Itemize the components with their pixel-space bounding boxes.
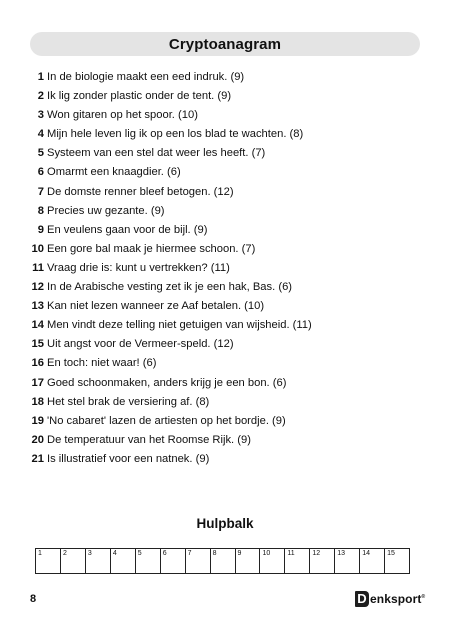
clue-item bbox=[30, 412, 430, 431]
clue-item bbox=[30, 183, 430, 202]
clue-text: Het stel brak de versiering af. (8) bbox=[47, 395, 210, 408]
logo-d-mark: D bbox=[355, 591, 369, 607]
clue-number: 14 bbox=[31, 319, 44, 332]
clue-text: Kan niet lezen wanneer ze Aaf betalen. (10) bbox=[47, 300, 265, 313]
clue-text: En veulens gaan voor de bijl. (9) bbox=[47, 223, 208, 236]
clue-text: Men vindt deze telling niet getuigen van wijsheid. (11) bbox=[47, 319, 312, 332]
hulpbalk-cell-number: 13 bbox=[337, 550, 346, 557]
clue-list bbox=[30, 68, 430, 469]
clue-number: 20 bbox=[31, 433, 44, 446]
clue-number: 8 bbox=[37, 204, 44, 217]
hulpbalk-cell[interactable] bbox=[111, 549, 136, 573]
clue-number: 18 bbox=[31, 395, 44, 408]
clue-item bbox=[30, 144, 430, 163]
clue-number: 1 bbox=[37, 71, 44, 83]
hulpbalk-title: Hulpbalk bbox=[196, 516, 254, 531]
page-number: 8 bbox=[30, 593, 37, 605]
clue-text: In de Arabische vesting zet ik je een hak, Bas. (6) bbox=[47, 281, 293, 294]
clue-item bbox=[30, 393, 430, 412]
hulpbalk-cell[interactable] bbox=[310, 549, 335, 573]
hulpbalk-cell[interactable] bbox=[186, 549, 211, 573]
clue-number: 15 bbox=[31, 338, 44, 351]
clue-item bbox=[30, 87, 430, 106]
logo-wordmark bbox=[370, 592, 425, 606]
clue-number: 4 bbox=[37, 128, 44, 141]
clue-text: De domste renner bleef betogen. (12) bbox=[47, 185, 234, 198]
hulpbalk-cell[interactable] bbox=[360, 549, 385, 573]
clue-number: 9 bbox=[37, 223, 44, 236]
page-title: Cryptoanagram bbox=[168, 35, 282, 53]
hulpbalk-cell-number: 3 bbox=[87, 550, 92, 557]
hulpbalk-cell-number: 8 bbox=[212, 550, 217, 557]
clue-text: Uit angst voor de Vermeer-speld. (12) bbox=[47, 338, 234, 351]
title-bar bbox=[30, 32, 420, 56]
clue-item bbox=[30, 316, 430, 335]
clue-item bbox=[30, 297, 430, 316]
hulpbalk-cell[interactable] bbox=[335, 549, 360, 573]
clue-number: 5 bbox=[37, 147, 44, 160]
clue-number: 17 bbox=[31, 376, 44, 389]
hulpbalk-cell[interactable] bbox=[211, 549, 236, 573]
clue-number: 3 bbox=[37, 109, 44, 122]
clue-text: 'No cabaret' lazen de artiesten op het bordje. (9) bbox=[47, 414, 286, 427]
hulpbalk-grid bbox=[35, 548, 410, 574]
clue-text: Won gitaren op het spoor. (10) bbox=[47, 109, 198, 122]
registered-mark: ® bbox=[421, 594, 426, 600]
hulpbalk-cell[interactable] bbox=[285, 549, 310, 573]
clue-text: Systeem van een stel dat weer les heeft. (7) bbox=[47, 147, 266, 160]
hulpbalk-cell-number: 14 bbox=[362, 550, 370, 557]
clue-item bbox=[30, 163, 430, 182]
clue-item bbox=[30, 68, 430, 87]
clue-number: 21 bbox=[31, 452, 44, 465]
hulpbalk-cell-number: 7 bbox=[187, 550, 192, 557]
clue-text: Een gore bal maak je hiermee schoon. (7) bbox=[47, 242, 256, 255]
clue-text: Goed schoonmaken, anders krijg je een bon. (6) bbox=[47, 376, 287, 389]
clue-item bbox=[30, 221, 430, 240]
hulpbalk-cell-number: 1 bbox=[38, 550, 42, 557]
hulpbalk-cell[interactable] bbox=[36, 549, 61, 573]
hulpbalk-cell-number: 9 bbox=[237, 550, 242, 557]
hulpbalk-cell[interactable] bbox=[161, 549, 186, 573]
hulpbalk-cell[interactable] bbox=[236, 549, 261, 573]
hulpbalk-cell-number: 5 bbox=[137, 550, 142, 557]
clue-item bbox=[30, 106, 430, 125]
clue-number: 13 bbox=[31, 300, 44, 313]
clue-item bbox=[30, 354, 430, 373]
clue-item bbox=[30, 335, 430, 354]
hulpbalk-cell[interactable] bbox=[385, 549, 409, 573]
clue-text: Is illustratief voor een natnek. (9) bbox=[47, 452, 210, 465]
clue-number: 19 bbox=[31, 414, 44, 427]
hulpbalk-cell[interactable] bbox=[260, 549, 285, 573]
hulpbalk-cell-number: 6 bbox=[162, 550, 167, 557]
clue-text: Vraag drie is: kunt u vertrekken? (11) bbox=[47, 261, 230, 274]
hulpbalk-cell-number: 4 bbox=[112, 550, 117, 557]
clue-text: In de biologie maakt een eed indruk. (9) bbox=[47, 71, 245, 83]
hulpbalk-cell[interactable] bbox=[86, 549, 111, 573]
hulpbalk-cell[interactable] bbox=[61, 549, 86, 573]
clue-number: 16 bbox=[31, 357, 44, 370]
hulpbalk-cell-number: 11 bbox=[287, 550, 295, 557]
clue-item bbox=[30, 450, 430, 469]
clue-item bbox=[30, 374, 430, 393]
clue-item bbox=[30, 125, 430, 144]
clue-text: Mijn hele leven lig ik op een los blad te wachten. (8) bbox=[47, 128, 304, 141]
logo-text: enksport bbox=[370, 592, 422, 606]
clue-number: 11 bbox=[32, 261, 44, 274]
clue-number: 7 bbox=[37, 185, 44, 198]
clue-number: 2 bbox=[37, 90, 44, 103]
clue-text: Omarmt een knaagdier. (6) bbox=[47, 166, 181, 179]
clue-item bbox=[30, 202, 430, 221]
clue-item bbox=[30, 259, 430, 278]
clue-item bbox=[30, 278, 430, 297]
clue-text: Ik lig zonder plastic onder de tent. (9) bbox=[47, 90, 232, 103]
clue-item bbox=[30, 240, 430, 259]
clue-number: 12 bbox=[31, 281, 44, 294]
hulpbalk-cell[interactable] bbox=[136, 549, 161, 573]
clue-text: Precies uw gezante. (9) bbox=[47, 204, 165, 217]
clue-number: 10 bbox=[31, 242, 44, 255]
hulpbalk-cell-number: 2 bbox=[62, 550, 67, 557]
clue-item bbox=[30, 431, 430, 450]
hulpbalk-cell-number: 10 bbox=[262, 550, 271, 557]
hulpbalk-cell-number: 12 bbox=[312, 550, 321, 557]
hulpbalk-cell-number: 15 bbox=[387, 550, 395, 557]
clue-text: De temperatuur van het Roomse Rijk. (9) bbox=[47, 433, 251, 446]
clue-number: 6 bbox=[37, 166, 44, 179]
clue-text: En toch: niet waar! (6) bbox=[47, 357, 157, 370]
denksport-logo bbox=[355, 590, 425, 608]
